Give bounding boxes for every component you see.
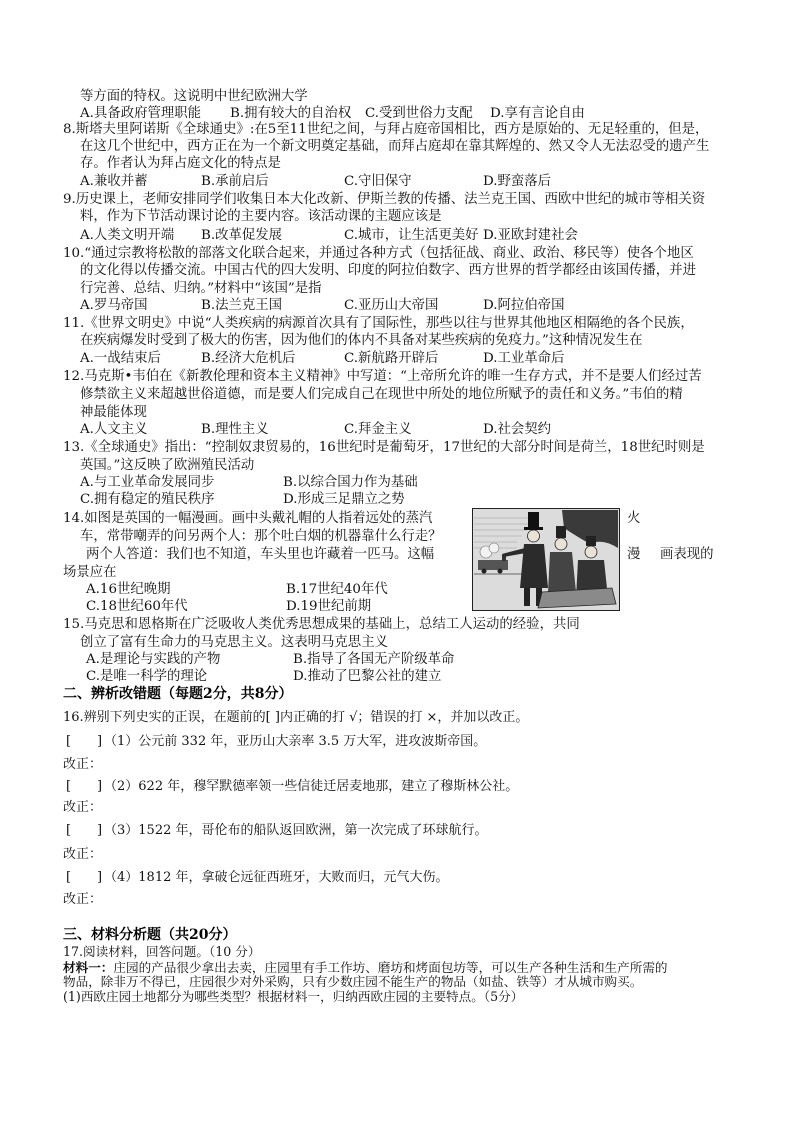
- q13-option-c[interactable]: C.拥有稳定的殖民秩序: [80, 492, 215, 507]
- q15-option-a[interactable]: A.是理论与实践的产物: [86, 652, 221, 667]
- q7-option-d[interactable]: D.享有言论自由: [490, 106, 585, 121]
- q16-1-fix-label: 改正：: [63, 757, 103, 772]
- q12-option-b[interactable]: B.理性主义: [201, 422, 269, 437]
- q16-2-fix-label: 改正：: [63, 800, 103, 815]
- q16-2-mark-close[interactable]: ]: [97, 779, 103, 794]
- q12-option-a[interactable]: A.人文主义: [80, 422, 148, 437]
- q7-stem-tail: 等方面的特权。这说明中世纪欧洲大学: [80, 89, 308, 104]
- q16-intro: 16.辨别下列史实的正误，在题前的[ ]内正确的打 √；错误的打 ×，并加以改正。: [63, 710, 529, 725]
- section-3-heading: 三、材料分析题（共20分）: [63, 927, 237, 943]
- q9-option-c[interactable]: C.城市，让生活更美好: [344, 228, 479, 243]
- q14-stem-wrap-2b: 画表现的: [660, 547, 714, 562]
- q10-option-d[interactable]: D.阿拉伯帝国: [483, 298, 565, 313]
- q16-4-mark-close[interactable]: ]: [97, 870, 103, 885]
- section-2-heading: 二、辨析改错题（每题2分，共8分）: [63, 686, 293, 702]
- q14-option-d[interactable]: D.19世纪前期: [286, 599, 372, 614]
- q14-option-a[interactable]: A.16世纪晚期: [86, 582, 171, 597]
- q10-option-a[interactable]: A.罗马帝国: [80, 298, 148, 313]
- q16-3-fix-label: 改正：: [63, 847, 103, 862]
- q14-stem-line-1: 14.如图是英国的一幅漫画。画中头戴礼帽的人指着远处的蒸汽: [63, 511, 433, 526]
- q7-option-a[interactable]: A.具备政府管理职能: [80, 106, 202, 121]
- q17-material-1-line-1: [63, 961, 668, 975]
- q12-option-c[interactable]: C.拜金主义: [344, 422, 412, 437]
- q13-option-a[interactable]: A.与工业革命发展同步: [80, 475, 215, 490]
- q16-4-mark-open[interactable]: [: [66, 870, 72, 885]
- q17-material-1-label: 材料一：: [63, 960, 114, 975]
- q11-stem-line-1: 11.《世界文明史》中说“人类疾病的病源首次具有了国际性，那些以往与世界其他地区相隔绝的各个民族，: [63, 316, 694, 331]
- q10-stem-line-2: 的文化得以传播交流。中国古代的四大发明、印度的阿拉伯数字、西方世界的哲学都经由该国传播，并进: [80, 263, 696, 278]
- q8-stem-line-2: 在这几个世纪中，西方正在为一个新文明奠定基础，而拜占庭却在靠其辉煌的、然又令人无法忍受的遗产生: [80, 139, 710, 154]
- q11-option-b[interactable]: B.经济大危机后: [201, 351, 296, 366]
- q8-stem-line-3: 存。作者认为拜占庭文化的特点是: [80, 156, 281, 171]
- q16-1-statement: （1）公元前 332 年，亚历山大亲率 3.5 万大军，进攻波斯帝国。: [104, 734, 487, 749]
- q14-stem-line-3: 两个人答道：我们也不知道，车头里也许藏着一匹马。这幅: [86, 547, 435, 562]
- q14-option-c[interactable]: C.18世纪60年代: [86, 599, 188, 614]
- q17-material-1-line-2: 物品，除非万不得已，庄园很少对外采购，只有少数庄园不能生产的物品（如盐、铁等）才从城市购买。: [63, 974, 643, 989]
- q11-option-d[interactable]: D.工业革命后: [483, 351, 565, 366]
- q8-option-b[interactable]: B.承前启后: [201, 174, 269, 189]
- q15-option-c[interactable]: C.是唯一科学的理论: [86, 669, 208, 684]
- q14-stem-line-2: 车，常带嘲弄的问另两个人：那个吐白烟的机器靠什么行走？: [80, 529, 442, 544]
- q15-stem-line-2: 创立了富有生命力的马克思主义。这表明马克思主义: [80, 635, 388, 650]
- q9-option-a[interactable]: A.人类文明开端: [80, 228, 175, 243]
- q9-stem-line-1: 9.历史课上，老师安排同学们收集日本大化改新、伊斯兰教的传播、法兰克王国、西欧中世纪的城市等相关资: [63, 192, 706, 207]
- q7-option-b[interactable]: B.拥有较大的自治权: [230, 106, 352, 121]
- q16-3-mark-close[interactable]: ]: [97, 823, 103, 838]
- q16-4-fix-label: 改正：: [63, 892, 103, 907]
- q15-option-d[interactable]: D.推动了巴黎公社的建立: [293, 669, 442, 684]
- q13-stem-line-1: 13.《全球通史》指出：“控制奴隶贸易的，16世纪时是葡萄牙，17世纪的大部分时间是荷兰，18世纪时则是: [63, 440, 705, 455]
- q12-stem-line-3: 神最能体现: [80, 405, 147, 420]
- steam-train-cartoon-image: [472, 508, 620, 611]
- q11-stem-line-2: 在疾病爆发时受到了极大的伤害，因为他们的体内不具备对某些疾病的免疫力。”这种情况发生在: [80, 333, 643, 348]
- q15-option-b[interactable]: B.指导了各国无产阶级革命: [293, 652, 455, 667]
- q17-sub-question-1: (1)西欧庄园土地都分为哪些类型？根据材料一，归纳西欧庄园的主要特点。（5分）: [63, 989, 524, 1004]
- q10-stem-line-3: 行完善、总结、归纳。”材料中“该国”是指: [80, 281, 322, 296]
- q14-stem-wrap-2a: 漫: [627, 547, 641, 562]
- q9-option-b[interactable]: B.改革促发展: [201, 228, 283, 243]
- q8-option-d[interactable]: D.野蛮落后: [483, 174, 552, 189]
- q12-stem-line-1: 12.马克斯•韦伯在《新教伦理和资本主义精神》中写道：“上帝所允许的唯一生存方式，并不是要人们经过苦: [63, 369, 702, 384]
- q8-option-c[interactable]: C.守旧保守: [344, 174, 412, 189]
- q10-option-c[interactable]: C.亚历山大帝国: [344, 298, 439, 313]
- q8-stem-line-1: 8.斯塔夫里阿诺斯《全球通史》:在5至11世纪之间，与拜占庭帝国相比，西方是原始的、无足轻重的，但是，: [63, 122, 709, 137]
- q14-option-b[interactable]: B.17世纪40年代: [286, 582, 388, 597]
- q9-option-d[interactable]: D.亚欧封建社会: [483, 228, 578, 243]
- q16-4-statement: （4）1812 年，拿破仑远征西班牙，大败而归，元气大伤。: [104, 870, 449, 885]
- q11-option-a[interactable]: A.一战结束后: [80, 351, 161, 366]
- q11-option-c[interactable]: C.新航路开辟后: [344, 351, 439, 366]
- q10-stem-line-1: 10.“通过宗教将松散的部落文化联合起来，并通过各种方式（包括征战、商业、政治、移民等）使各个地区: [63, 246, 694, 261]
- q16-1-mark-open[interactable]: [: [66, 734, 72, 749]
- q15-stem-line-1: 15.马克思和恩格斯在广泛吸收人类优秀思想成果的基础上，总结工人运动的经验，共同: [63, 617, 580, 632]
- q14-stem-line-4: 场景应在: [63, 565, 117, 580]
- q16-3-statement: （3）1522 年，哥伦布的船队返回欧洲，第一次完成了环球航行。: [104, 823, 488, 838]
- q8-option-a[interactable]: A.兼收并蓄: [80, 174, 148, 189]
- q9-stem-line-2: 料，作为下节活动课讨论的主要内容。该活动课的主题应该是: [80, 209, 442, 224]
- q12-option-d[interactable]: D.社会契约: [483, 422, 552, 437]
- q17-material-1-text-1: 庄园的产品很少拿出去卖，庄园里有手工作坊、磨坊和烤面包坊等，可以生产各种生活和生产所需的: [113, 960, 668, 975]
- q14-stem-wrap-1: 火: [627, 511, 641, 526]
- q13-stem-line-2: 英国。”这反映了欧洲殖民活动: [80, 458, 255, 473]
- q12-stem-line-2: 修禁欲主义来超越世俗道德，而是要人们完成自己在现世中所处的地位所赋予的责任和义务。”韦伯的精: [80, 387, 683, 402]
- q16-1-mark-close[interactable]: ]: [97, 734, 103, 749]
- q17-intro: 17.阅读材料，回答问题。（10 分）: [63, 944, 261, 959]
- q13-option-b[interactable]: B.以综合国力作为基础: [283, 475, 418, 490]
- q16-3-mark-open[interactable]: [: [66, 823, 72, 838]
- q10-option-b[interactable]: B.法兰克王国: [201, 298, 283, 313]
- q7-option-c[interactable]: C.受到世俗力支配: [365, 106, 473, 121]
- q16-2-statement: （2）622 年，穆罕默德率领一些信徒迁居麦地那，建立了穆斯林公社。: [104, 779, 519, 794]
- q16-2-mark-open[interactable]: [: [66, 779, 72, 794]
- q13-option-d[interactable]: D.形成三足鼎立之势: [283, 492, 405, 507]
